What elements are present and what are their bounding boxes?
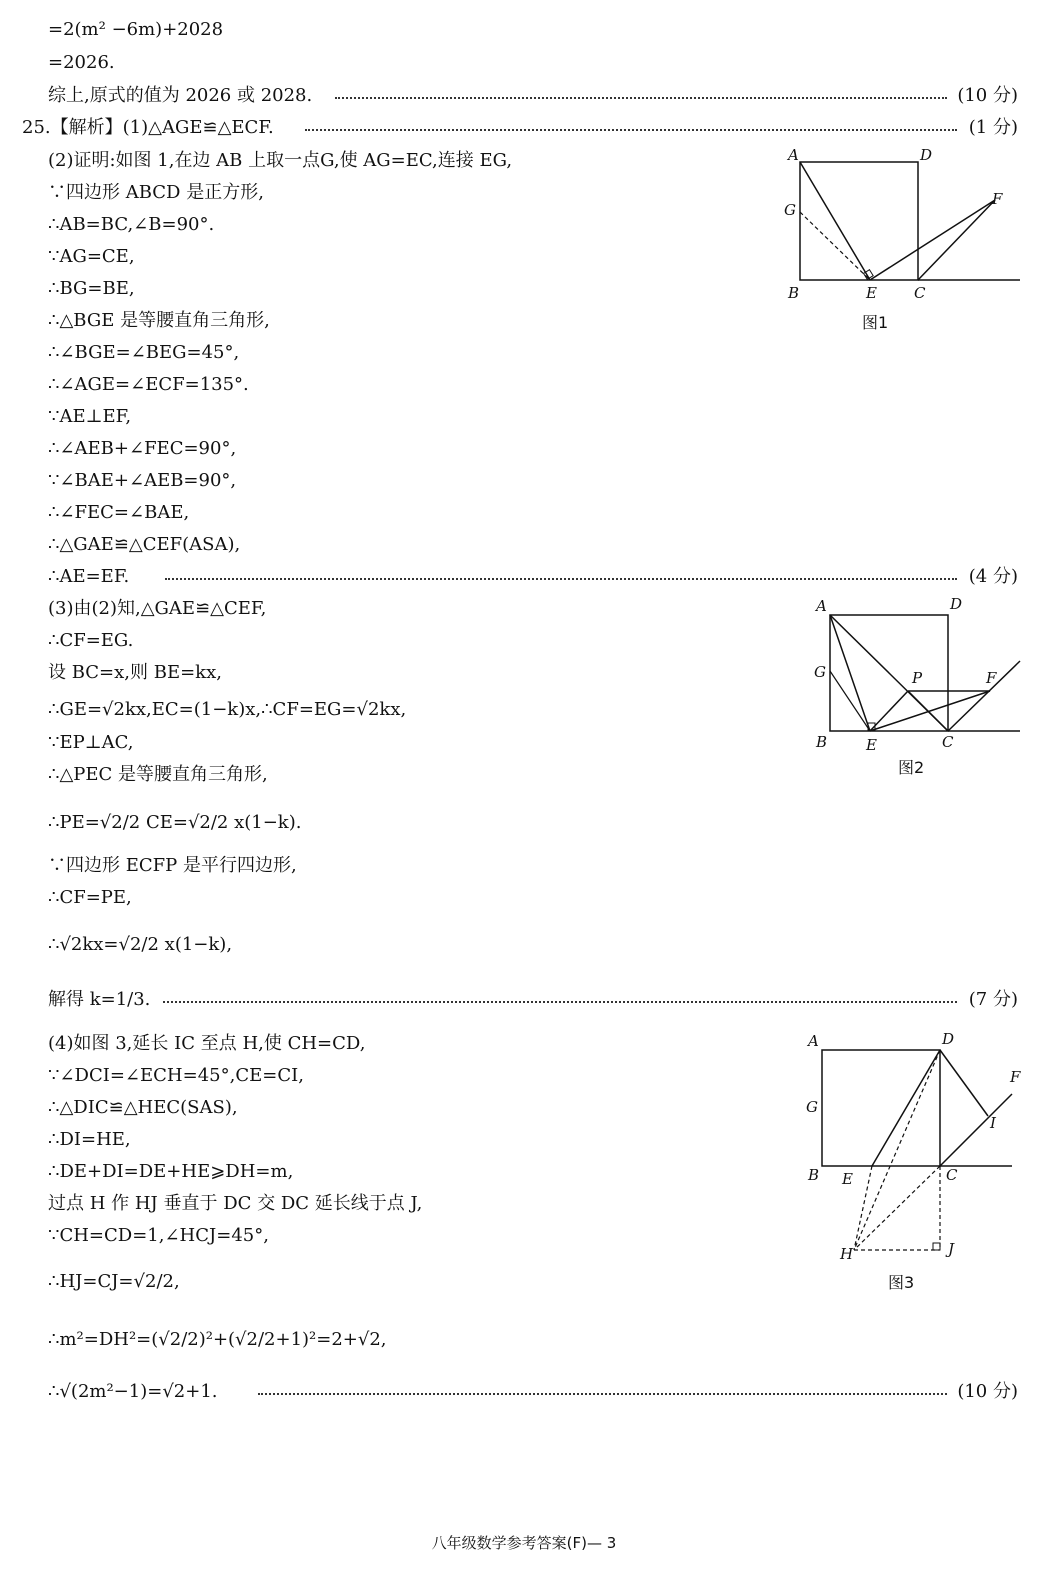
line-24: ∴△PEC 是等腰直角三角形, [48,764,268,785]
line-11: ∴∠BGE=∠BEG=45°, [48,342,240,363]
label-A: A [816,597,827,615]
label-F: F [992,190,1003,208]
label-C: C [914,284,926,302]
line-38: ∴m²=DH²=(√2/2)²+(√2/2+1)²=2+√2, [48,1329,387,1350]
dot-leader [258,1393,947,1395]
label-C: C [946,1166,958,1184]
label-D: D [942,1030,955,1048]
label-D: D [920,146,933,164]
line-25: ∴PE=√2/2 CE=√2/2 x(1−k). [48,812,302,833]
label-G: G [784,201,796,219]
figure-3-caption: 图3 [888,1273,915,1292]
line-34: ∴DE+DI=DE+HE⩾DH=m, [48,1161,294,1182]
line-33: ∴DI=HE, [48,1129,131,1150]
line-5: (2)证明:如图 1,在边 AB 上取一点G,使 AG=EC,连接 EG, [48,150,513,171]
figure-1 [780,140,1030,332]
label-B: B [808,1166,820,1184]
line-8: ∵AG=CE, [48,246,135,267]
page-footer: 八年级数学参考答案(F)— 3 [431,1534,617,1552]
line-13: ∵AE⊥EF, [48,406,132,427]
line-1: =2(m² −6m)+2028 [48,19,224,40]
line-4: 25.【解析】(1)△AGE≌△ECF. [22,117,274,138]
label-A: A [788,146,799,164]
line-9: ∴BG=BE, [48,278,135,299]
score-label: (1 分) [968,117,1018,138]
label-G: G [814,663,826,681]
line-23: ∵EP⊥AC, [48,732,134,753]
label-G: G [806,1098,818,1116]
label-F: F [986,669,997,687]
figure-1-caption: 图1 [862,313,889,332]
label-D: D [950,595,963,613]
score-label: (10 分) [957,1381,1018,1402]
line-19: (3)由(2)知,△GAE≌△CEF, [48,598,267,619]
figure-3-diagram [800,1030,1030,1265]
label-B: B [816,733,828,751]
dot-leader [163,1001,957,1003]
line-37: ∴HJ=CJ=√2/2, [48,1271,180,1292]
line-18: ∴AE=EF. [48,566,130,587]
line-35: 过点 H 作 HJ 垂直于 DC 交 DC 延长线于点 J, [48,1193,423,1214]
label-J: J [948,1240,955,1258]
line-22: ∴GE=√2kx,EC=(1−k)x,∴CF=EG=√2kx, [48,699,407,720]
line-17: ∴△GAE≌△CEF(ASA), [48,534,241,555]
figure-2-diagram [810,595,1030,755]
line-31: ∵∠DCI=∠ECH=45°,CE=CI, [48,1065,304,1086]
label-E: E [866,736,877,754]
line-29: 解得 k=1/3. [48,989,151,1010]
line-2: =2026. [48,52,115,73]
line-30: (4)如图 3,延长 IC 至点 H,使 CH=CD, [48,1033,366,1054]
line-39: ∴√(2m²−1)=√2+1. [48,1381,218,1402]
line-20: ∴CF=EG. [48,630,134,651]
dot-leader [335,97,947,99]
label-I: I [990,1114,996,1132]
line-6: ∵四边形 ABCD 是正方形, [48,182,264,203]
line-28: ∴√2kx=√2/2 x(1−k), [48,934,233,955]
label-H: H [840,1245,854,1263]
score-label: (7 分) [968,989,1018,1010]
score-label: (4 分) [968,566,1018,587]
label-E: E [866,284,877,302]
label-P: P [912,669,923,687]
line-26: ∵四边形 ECFP 是平行四边形, [48,855,297,876]
line-10: ∴△BGE 是等腰直角三角形, [48,310,270,331]
line-14: ∴∠AEB+∠FEC=90°, [48,438,237,459]
line-27: ∴CF=PE, [48,887,132,908]
label-E: E [842,1170,853,1188]
label-F: F [1010,1068,1021,1086]
line-36: ∵CH=CD=1,∠HCJ=45°, [48,1225,269,1246]
line-7: ∴AB=BC,∠B=90°. [48,214,215,235]
line-15: ∵∠BAE+∠AEB=90°, [48,470,237,491]
label-A: A [808,1032,819,1050]
dot-leader [165,578,957,580]
line-3: 综上,原式的值为 2026 或 2028. [48,85,313,106]
label-B: B [788,284,800,302]
figure-3 [800,1030,1030,1292]
figure-2 [810,595,1030,777]
line-12: ∴∠AGE=∠ECF=135°. [48,374,249,395]
line-32: ∴△DIC≌△HEC(SAS), [48,1097,238,1118]
line-16: ∴∠FEC=∠BAE, [48,502,190,523]
label-C: C [942,733,954,751]
line-21: 设 BC=x,则 BE=kx, [48,662,222,683]
figure-2-caption: 图2 [898,758,925,777]
dot-leader [305,129,957,131]
score-label: (10 分) [957,85,1018,106]
figure-1-diagram [780,140,1030,310]
